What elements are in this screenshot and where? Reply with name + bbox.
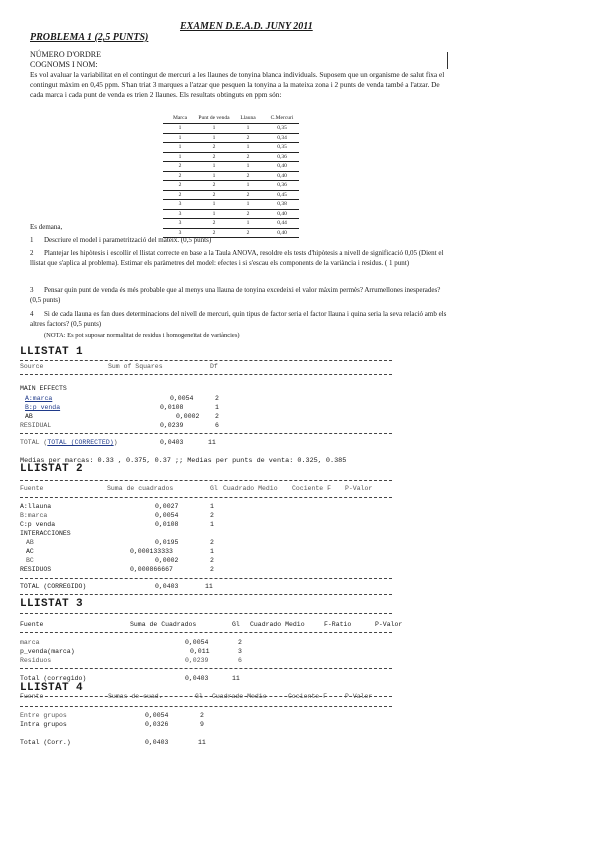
col-header: Gl bbox=[195, 693, 203, 700]
data-table-cell: 1 bbox=[231, 219, 265, 229]
question-number: 4 bbox=[30, 310, 34, 318]
col-header: Fuente bbox=[20, 693, 44, 700]
listat-2-row-label: AB bbox=[26, 539, 34, 546]
nota: (NOTA: Es pot suposar normalitat de residus i homogeneïtat de variàncies) bbox=[44, 332, 240, 339]
listat-3-total-ss: 0,0403 bbox=[185, 675, 209, 682]
data-table-cell: 2 bbox=[197, 143, 231, 153]
col-header: Fuente bbox=[20, 485, 44, 492]
divider bbox=[20, 433, 392, 434]
data-table-cell: 1 bbox=[197, 171, 231, 181]
divider bbox=[20, 578, 392, 579]
listat-1-row-df: 6 bbox=[215, 422, 219, 429]
data-table-row bbox=[163, 152, 299, 162]
data-table-cell: 0,35 bbox=[265, 124, 299, 134]
data-table-cell: 2 bbox=[197, 152, 231, 162]
data-table-row bbox=[163, 171, 299, 181]
margin-bar bbox=[447, 52, 448, 69]
data-table-cell: 1 bbox=[163, 143, 197, 153]
data-table-cell: 0,40 bbox=[265, 171, 299, 181]
listat-1-row-label: RESIDUAL bbox=[20, 422, 52, 429]
listat-2-row-df: 2 bbox=[210, 539, 214, 546]
data-table-cell: 2 bbox=[197, 228, 231, 238]
listat-1-row-df: 2 bbox=[215, 413, 219, 420]
listat-1-row-ss: 0,0239 bbox=[160, 422, 184, 429]
data-table-cell: 2 bbox=[231, 209, 265, 219]
data-table-cell: 0,44 bbox=[265, 219, 299, 229]
col-header: Fuente bbox=[20, 621, 44, 628]
col-header: Cuadrado Medio bbox=[212, 693, 267, 700]
col-header: Cociente F bbox=[292, 485, 332, 492]
question-3 bbox=[30, 286, 450, 305]
total-corrected-link: TOTAL (CORRECTED) bbox=[47, 439, 114, 446]
col-header: F-Ratio bbox=[324, 621, 352, 628]
listat-3-title: LLISTAT 3 bbox=[20, 598, 84, 610]
listat-1-row-label: AB bbox=[25, 413, 33, 420]
data-table-row bbox=[163, 133, 299, 143]
listat-2-row-label: RESIDUOS bbox=[20, 566, 52, 573]
problem-title: PROBLEMA 1 (2,5 PUNTS) bbox=[30, 32, 149, 43]
data-table-body bbox=[163, 124, 299, 238]
listat-2-row-label: A:llauna bbox=[20, 503, 52, 510]
listat-3-row-df: 2 bbox=[238, 639, 242, 646]
data-table-cell: 1 bbox=[163, 133, 197, 143]
data-table-row bbox=[163, 209, 299, 219]
data-table-cell: 0,36 bbox=[265, 181, 299, 191]
cognoms-nom-label: COGNOMS I NOM: bbox=[30, 60, 98, 69]
divider bbox=[20, 696, 392, 697]
listat-2-row-df: 2 bbox=[210, 557, 214, 564]
listat-2-row-ss: 0,0108 bbox=[155, 521, 179, 528]
listat-2-row-df: 2 bbox=[210, 566, 214, 573]
listat-2-row-label: INTERACCIONES bbox=[20, 530, 71, 537]
listat-4-total-df: 11 bbox=[198, 739, 206, 746]
listat-4-total-label: Total (Corr.) bbox=[20, 739, 71, 746]
col-header: P-Valor bbox=[375, 621, 403, 628]
divider bbox=[20, 594, 392, 595]
divider bbox=[20, 668, 392, 669]
listat-2-row-ss: 0,000133333 bbox=[130, 548, 173, 555]
listat-2-total-df: 11 bbox=[205, 583, 213, 590]
data-table-row bbox=[163, 162, 299, 172]
data-table-cell: 3 bbox=[163, 209, 197, 219]
listat-1-row-ss: 0,0054 bbox=[170, 395, 194, 402]
data-table-cell: 1 bbox=[197, 162, 231, 172]
col-header: Sum of Squares bbox=[108, 363, 163, 370]
data-table-cell: 0,36 bbox=[265, 152, 299, 162]
col-header: Gl bbox=[210, 485, 218, 492]
question-number: 3 bbox=[30, 286, 34, 294]
data-table-cell: 1 bbox=[197, 200, 231, 210]
question-text: Descriure el model i parametrització del mateix. (0,5 punts) bbox=[44, 236, 212, 244]
listat-3-row-ss: 0,011 bbox=[190, 648, 210, 655]
data-table-row bbox=[163, 143, 299, 153]
data-table-cell: 1 bbox=[231, 200, 265, 210]
listat-4-row-ss: 0,0054 bbox=[145, 712, 169, 719]
data-table-cell: 2 bbox=[231, 152, 265, 162]
data-table-cell: 3 bbox=[163, 219, 197, 229]
listat-4-total-ss: 0,0403 bbox=[145, 739, 169, 746]
listat-2-row-label: C:p venda bbox=[20, 521, 56, 528]
data-table-cell: 2 bbox=[231, 190, 265, 200]
data-table-cell: 1 bbox=[197, 124, 231, 134]
data-table-cell: 1 bbox=[231, 162, 265, 172]
listat-1-total-label: TOTAL (TOTAL (CORRECTED)) bbox=[20, 439, 118, 446]
data-table-cell: 0,45 bbox=[265, 190, 299, 200]
divider bbox=[20, 613, 392, 614]
col-header: Source bbox=[20, 363, 44, 370]
listat-1-title: LLISTAT 1 bbox=[20, 346, 84, 358]
divider bbox=[20, 480, 392, 481]
data-table-cell: 2 bbox=[163, 181, 197, 191]
data-table-cell: 2 bbox=[163, 171, 197, 181]
data-table-cell: 0,38 bbox=[265, 200, 299, 210]
divider bbox=[20, 632, 392, 633]
col-header: P-Valor bbox=[345, 485, 373, 492]
question-text: Si de cada llauna es fan dues determinacions del nivell de mercuri, quin tipus de factor seria el factor llauna i quina seria la seva relació amb els altres factors? (0,5 punts) bbox=[30, 310, 447, 328]
data-table-cell: 0,35 bbox=[265, 143, 299, 153]
listat-1-row-label: B:p venda bbox=[25, 404, 61, 411]
col-header: Suma de Cuadrados bbox=[130, 621, 197, 628]
question-text: Plantejar les hipòtesis i escollir el llistat correcte en base a la Taula ANOVA, resoldre els tests d'hipòtesis a nivell de significació 0,05 (Dient el llistat que s'aplica al problema). Estimar els paràmetres del model: efectes i si s'escau els components de la variància i residus. ( 1 punt) bbox=[30, 249, 444, 267]
listat-1-total-ss: 0,0403 bbox=[160, 439, 184, 446]
col-header: Suma de cuadrados bbox=[107, 485, 174, 492]
listat-2-row-ss: 0,0027 bbox=[155, 503, 179, 510]
listat-3-total-label: Total (corregido) bbox=[20, 675, 87, 682]
listat-2-title: LLISTAT 2 bbox=[20, 463, 84, 475]
listat-4-row-df: 2 bbox=[200, 712, 204, 719]
listat-1-row-ss: 0,0108 bbox=[160, 404, 184, 411]
question-4 bbox=[30, 310, 450, 329]
divider bbox=[20, 497, 392, 498]
listat-1-row-label: A:marca bbox=[25, 395, 53, 402]
data-table-cell: 2 bbox=[197, 181, 231, 191]
listat-2-row-ss: 0,000866667 bbox=[130, 566, 173, 573]
listat-2-row-ss: 0,0195 bbox=[155, 539, 179, 546]
listat-2-row-label: AC bbox=[26, 548, 34, 555]
listat-2-row-ss: 0,0002 bbox=[155, 557, 179, 564]
listat-3-row-ss: 0,0054 bbox=[185, 639, 209, 646]
data-table-cell: 3 bbox=[163, 228, 197, 238]
exam-title: EXAMEN D.E.A.D. JUNY 2011 bbox=[180, 21, 313, 32]
data-table-cell: 2 bbox=[231, 133, 265, 143]
question-1 bbox=[30, 236, 450, 246]
col-header: Cuadrado Medio bbox=[250, 621, 305, 628]
col-header: Cuadrado Medio bbox=[223, 485, 278, 492]
data-table-row bbox=[163, 181, 299, 191]
data-table-cell: 0,40 bbox=[265, 162, 299, 172]
data-table-row bbox=[163, 190, 299, 200]
medias-line: Medias per marcas: 0.33 , 0.375, 0.37 ;; Medias per punts de venta: 0.325, 0.385 bbox=[20, 457, 347, 465]
listat-3-row-ss: 0,0239 bbox=[185, 657, 209, 664]
col-header: Marca bbox=[163, 112, 197, 124]
divider bbox=[20, 374, 392, 375]
data-table-cell: 1 bbox=[231, 124, 265, 134]
listat-1-row-ss: 0,0002 bbox=[176, 413, 200, 420]
data-table-cell: 2 bbox=[231, 171, 265, 181]
listat-3-total-df: 11 bbox=[232, 675, 240, 682]
questions-lead: Es demana, bbox=[30, 223, 63, 231]
data-table-cell: 1 bbox=[163, 152, 197, 162]
listat-1-row-df: 2 bbox=[215, 395, 219, 402]
data-table-cell: 0,34 bbox=[265, 133, 299, 143]
listat-3-row-label: Residuos bbox=[20, 657, 52, 664]
numero-ordre-label: NÚMERO D'ORDRE bbox=[30, 50, 101, 59]
problem-statement: Es vol avaluar la variabilitat en el contingut de mercuri a les llaunes de tonyina blanca individuals. Suposem que un organisme de salut fixa el contingut màxim en 0,45 ppm. S'han triat 3 marques a l'atzar que pesquen la tonyina a la mateixa zona i 2 punts de venda també a l'atzar. De cada marca i cada punt de venda es trien 2 llaunes. Els resultats obtinguts en ppm són: bbox=[30, 70, 445, 99]
data-table-row bbox=[163, 200, 299, 210]
listat-4-row-label: Entre grupos bbox=[20, 712, 67, 719]
question-2 bbox=[30, 249, 450, 268]
data-table-cell: 0,40 bbox=[265, 228, 299, 238]
divider bbox=[20, 706, 392, 707]
divider bbox=[20, 360, 392, 361]
data-table-cell: 1 bbox=[231, 143, 265, 153]
data-table-cell: 1 bbox=[197, 209, 231, 219]
listat-4-title: LLISTAT 4 bbox=[20, 682, 84, 694]
col-header: Gl bbox=[232, 621, 240, 628]
col-header: Cociente F bbox=[288, 693, 328, 700]
col-header: Df bbox=[210, 363, 218, 370]
data-table-cell: 2 bbox=[197, 219, 231, 229]
col-header: P-Valor bbox=[345, 693, 373, 700]
listat-2-row-df: 1 bbox=[210, 548, 214, 555]
listat-2-row-label: BC bbox=[26, 557, 34, 564]
col-header: C.Mercuri bbox=[265, 112, 299, 124]
listat-3-row-df: 3 bbox=[238, 648, 242, 655]
listat-2-row-ss: 0,0054 bbox=[155, 512, 179, 519]
listat-3-row-label: p_venda(marca) bbox=[20, 648, 75, 655]
data-table-cell: 1 bbox=[231, 181, 265, 191]
data-table-cell: 1 bbox=[197, 133, 231, 143]
listat-2-total-label: TOTAL (CORREGIDO) bbox=[20, 583, 87, 590]
listat-4-row-label: Intra grupos bbox=[20, 721, 67, 728]
listat-2-row-df: 1 bbox=[210, 521, 214, 528]
question-number: 1 bbox=[30, 236, 34, 244]
section-label: MAIN EFFECTS bbox=[20, 385, 67, 392]
data-table bbox=[163, 112, 299, 238]
listat-4-row-df: 9 bbox=[200, 721, 204, 728]
listat-2-row-df: 1 bbox=[210, 503, 214, 510]
data-table-cell: 3 bbox=[163, 200, 197, 210]
data-table-cell: 2 bbox=[231, 228, 265, 238]
col-header: Punt de venda bbox=[197, 112, 231, 124]
data-table-cell: 2 bbox=[197, 190, 231, 200]
listat-1-row-df: 1 bbox=[215, 404, 219, 411]
question-number: 2 bbox=[30, 249, 34, 257]
listat-2-total-ss: 0,0403 bbox=[155, 583, 179, 590]
data-table-cell: 1 bbox=[163, 124, 197, 134]
data-table-header-row bbox=[163, 112, 299, 124]
data-table-row bbox=[163, 124, 299, 134]
listat-2-row-df: 2 bbox=[210, 512, 214, 519]
listat-1-total-df: 11 bbox=[208, 439, 216, 446]
col-header: Sumas de cuad. bbox=[108, 693, 163, 700]
listat-3-row-df: 6 bbox=[238, 657, 242, 664]
data-table-cell: 0,40 bbox=[265, 209, 299, 219]
question-text: Pensar quin punt de venda és més probable que al menys una llauna de tonyina excedeixi el valor màxim permès? Arrumellones inesperades? (0,5 punts) bbox=[30, 286, 441, 304]
listat-2-row-label: B:marca bbox=[20, 512, 48, 519]
col-header: Llauna bbox=[231, 112, 265, 124]
data-table-cell: 2 bbox=[163, 162, 197, 172]
listat-4-row-ss: 0,0326 bbox=[145, 721, 169, 728]
data-table-cell: 2 bbox=[163, 190, 197, 200]
listat-3-row-label: marca bbox=[20, 639, 40, 646]
